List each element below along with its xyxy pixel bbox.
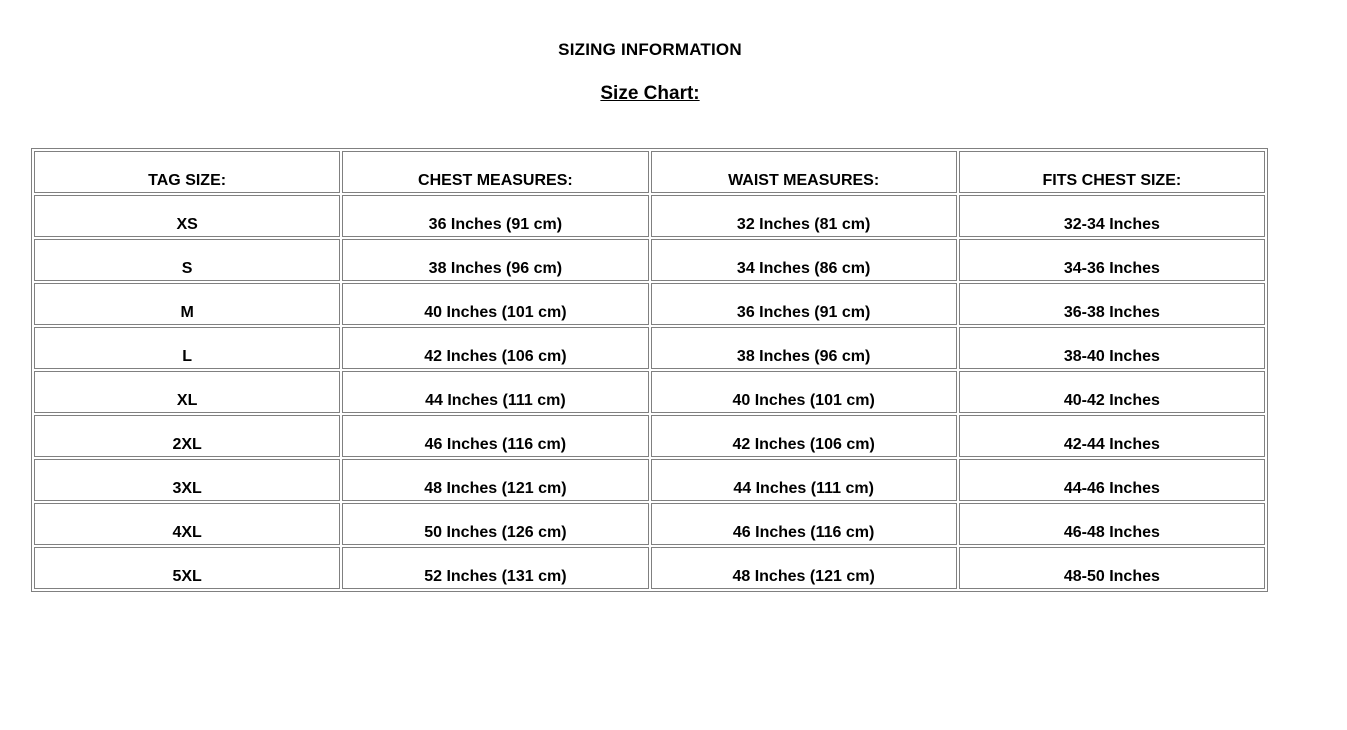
cell-waist-measures: 40 Inches (101 cm) [651,371,957,413]
cell-tag-size: M [34,283,340,325]
table-row [34,239,1265,281]
table-row [34,371,1265,413]
cell-chest-measures: 50 Inches (126 cm) [342,503,648,545]
cell-chest-measures: 38 Inches (96 cm) [342,239,648,281]
cell-tag-size: S [34,239,340,281]
table-row [34,327,1265,369]
size-chart-title: Size Chart: [600,83,700,104]
cell-chest-measures: 40 Inches (101 cm) [342,283,648,325]
cell-fits-chest-size: 36-38 Inches [959,283,1265,325]
cell-fits-chest-size: 48-50 Inches [959,547,1265,589]
header-waist-measures: WAIST MEASURES: [651,151,957,193]
cell-tag-size: XL [34,371,340,413]
cell-tag-size: 2XL [34,415,340,457]
cell-chest-measures: 36 Inches (91 cm) [342,195,648,237]
table-row [34,195,1265,237]
table-row [34,503,1265,545]
cell-fits-chest-size: 44-46 Inches [959,459,1265,501]
cell-fits-chest-size: 46-48 Inches [959,503,1265,545]
table-row [34,283,1265,325]
cell-fits-chest-size: 42-44 Inches [959,415,1265,457]
cell-waist-measures: 34 Inches (86 cm) [651,239,957,281]
cell-waist-measures: 38 Inches (96 cm) [651,327,957,369]
cell-chest-measures: 48 Inches (121 cm) [342,459,648,501]
cell-waist-measures: 32 Inches (81 cm) [651,195,957,237]
header-fits-chest-size: FITS CHEST SIZE: [959,151,1265,193]
cell-tag-size: XS [34,195,340,237]
table-row [34,547,1265,589]
cell-chest-measures: 42 Inches (106 cm) [342,327,648,369]
cell-fits-chest-size: 32-34 Inches [959,195,1265,237]
cell-tag-size: 5XL [34,547,340,589]
cell-waist-measures: 44 Inches (111 cm) [651,459,957,501]
cell-tag-size: L [34,327,340,369]
header-tag-size: TAG SIZE: [34,151,340,193]
cell-chest-measures: 44 Inches (111 cm) [342,371,648,413]
table-row [34,459,1265,501]
table-header-row [34,151,1265,193]
cell-waist-measures: 36 Inches (91 cm) [651,283,957,325]
size-chart-table [31,148,1268,592]
cell-fits-chest-size: 40-42 Inches [959,371,1265,413]
cell-fits-chest-size: 38-40 Inches [959,327,1265,369]
header-chest-measures: CHEST MEASURES: [342,151,648,193]
cell-tag-size: 3XL [34,459,340,501]
cell-tag-size: 4XL [34,503,340,545]
cell-chest-measures: 46 Inches (116 cm) [342,415,648,457]
cell-waist-measures: 42 Inches (106 cm) [651,415,957,457]
cell-fits-chest-size: 34-36 Inches [959,239,1265,281]
page-title: SIZING INFORMATION [558,40,742,59]
cell-chest-measures: 52 Inches (131 cm) [342,547,648,589]
table-row [34,415,1265,457]
cell-waist-measures: 46 Inches (116 cm) [651,503,957,545]
cell-waist-measures: 48 Inches (121 cm) [651,547,957,589]
size-chart-body [34,151,1265,589]
